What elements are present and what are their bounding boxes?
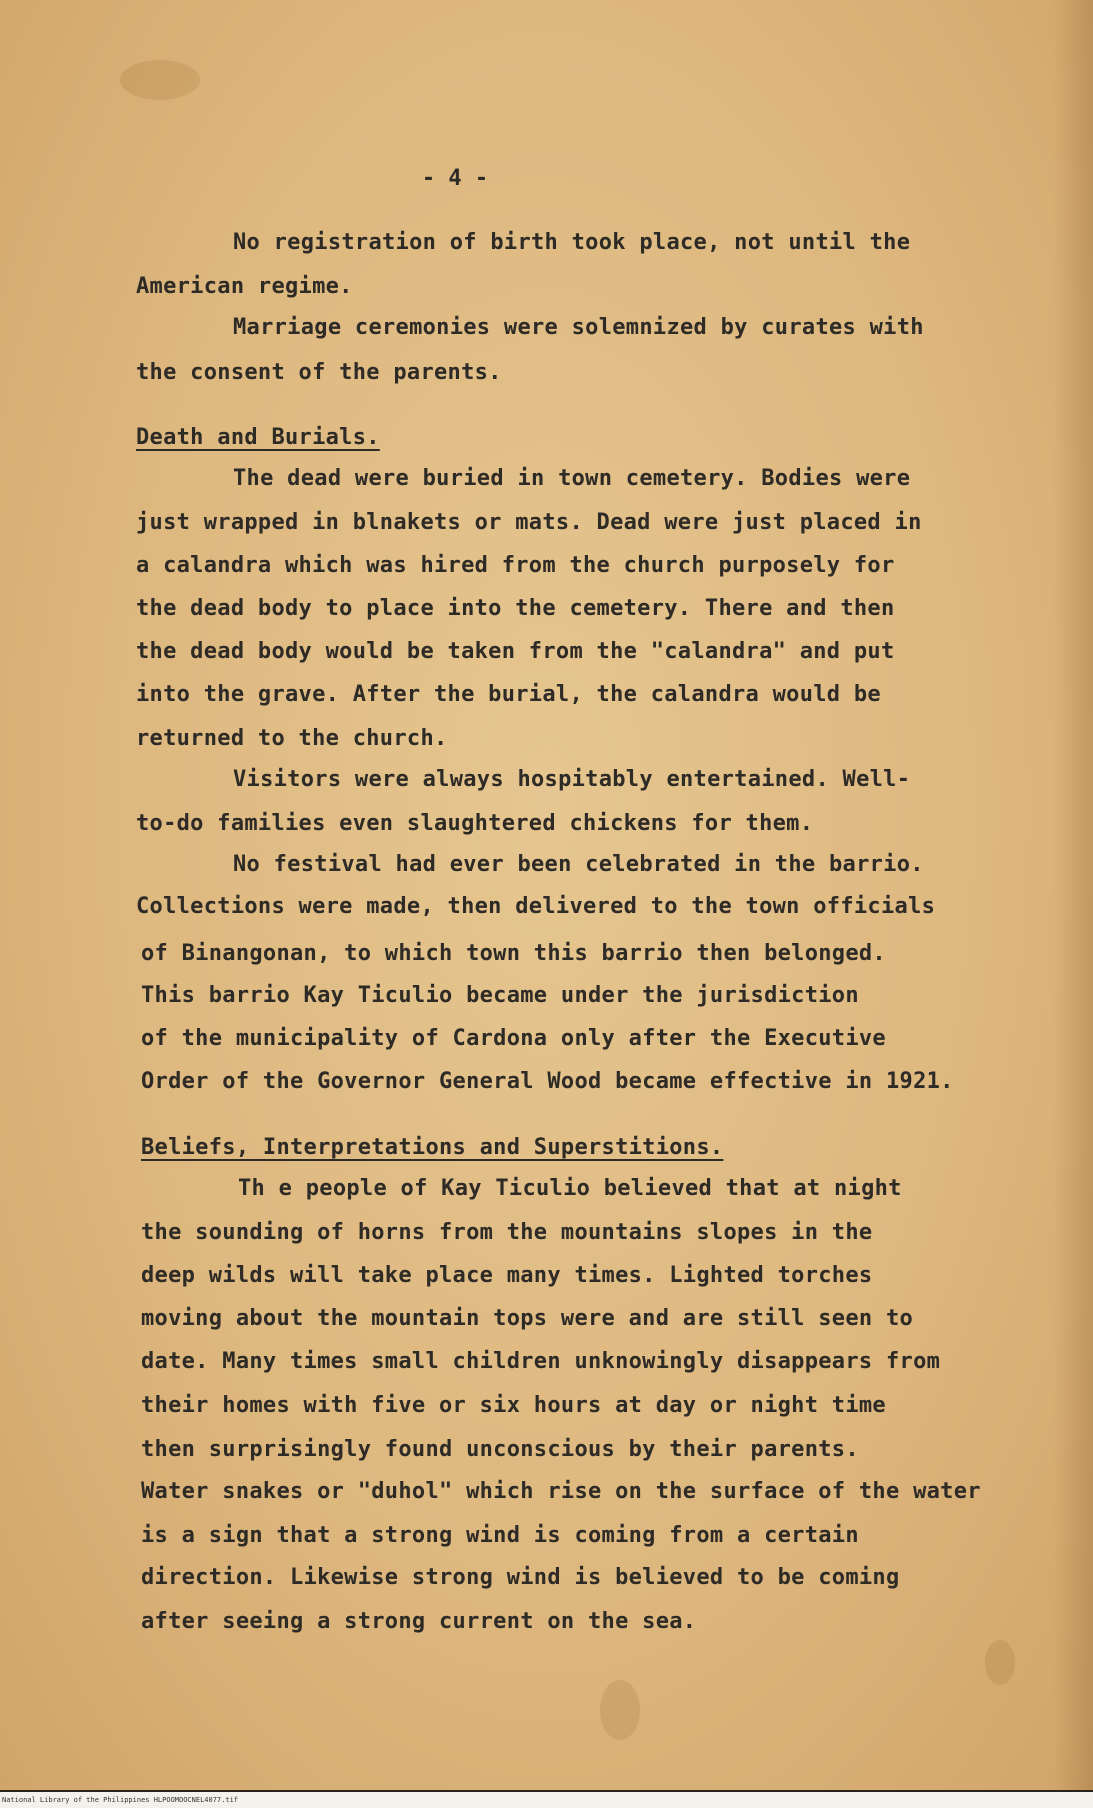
text-line: the dead body would be taken from the "calandra" and put <box>136 639 895 664</box>
paper-stain <box>120 60 200 100</box>
text-line: the dead body to place into the cemetery. There and then <box>136 596 895 621</box>
text-line: the consent of the parents. <box>136 360 502 385</box>
text-line: The dead were buried in town cemetery. Bodies were <box>233 466 911 491</box>
text-line: No festival had ever been celebrated in the barrio. <box>233 852 924 877</box>
paper-stain <box>985 1640 1015 1685</box>
text-line: is a sign that a strong wind is coming from a certain <box>141 1523 859 1548</box>
text-line: a calandra which was hired from the church purposely for <box>136 553 895 578</box>
section-heading-death-and-burials: Death and Burials. <box>136 425 380 450</box>
paper-stain <box>600 1680 640 1740</box>
text-line: their homes with five or six hours at day or night time <box>141 1393 886 1418</box>
text-line: Th e people of Kay Ticulio believed that at night <box>238 1176 902 1201</box>
text-line: No registration of birth took place, not until the <box>233 230 911 255</box>
text-line: Marriage ceremonies were solemnized by curates with <box>233 315 924 340</box>
text-line: then surprisingly found unconscious by their parents. <box>141 1437 859 1462</box>
text-line: Collections were made, then delivered to the town officials <box>136 894 936 919</box>
page-number: - 4 - <box>421 166 489 191</box>
text-line: American regime. <box>136 274 353 299</box>
text-line: Order of the Governor General Wood became effective in 1921. <box>141 1069 954 1094</box>
text-line: This barrio Kay Ticulio became under the jurisdiction <box>141 983 859 1008</box>
text-line: Visitors were always hospitably entertained. Well- <box>233 767 911 792</box>
text-line: date. Many times small children unknowingly disappears from <box>141 1349 941 1374</box>
text-line: returned to the church. <box>136 726 448 751</box>
text-line: the sounding of horns from the mountains slopes in the <box>141 1220 873 1245</box>
text-line: of the municipality of Cardona only after the Executive <box>141 1026 886 1051</box>
scan-footer: National Library of the Philippines HLPOOMOOCNEL4077.tif <box>0 1792 1093 1808</box>
text-line: Water snakes or "duhol" which rise on the surface of the water <box>141 1479 981 1504</box>
section-heading-beliefs: Beliefs, Interpretations and Superstitions. <box>141 1135 724 1160</box>
text-line: just wrapped in blnakets or mats. Dead were just placed in <box>136 510 922 535</box>
text-line: moving about the mountain tops were and are still seen to <box>141 1306 914 1331</box>
text-line: into the grave. After the burial, the calandra would be <box>136 682 881 707</box>
text-line: after seeing a strong current on the sea. <box>141 1609 697 1634</box>
text-line: to-do families even slaughtered chickens for them. <box>136 811 814 836</box>
text-line: deep wilds will take place many times. Lighted torches <box>141 1263 873 1288</box>
text-line: of Binangonan, to which town this barrio then belonged. <box>141 941 886 966</box>
text-line: direction. Likewise strong wind is believed to be coming <box>141 1565 900 1590</box>
